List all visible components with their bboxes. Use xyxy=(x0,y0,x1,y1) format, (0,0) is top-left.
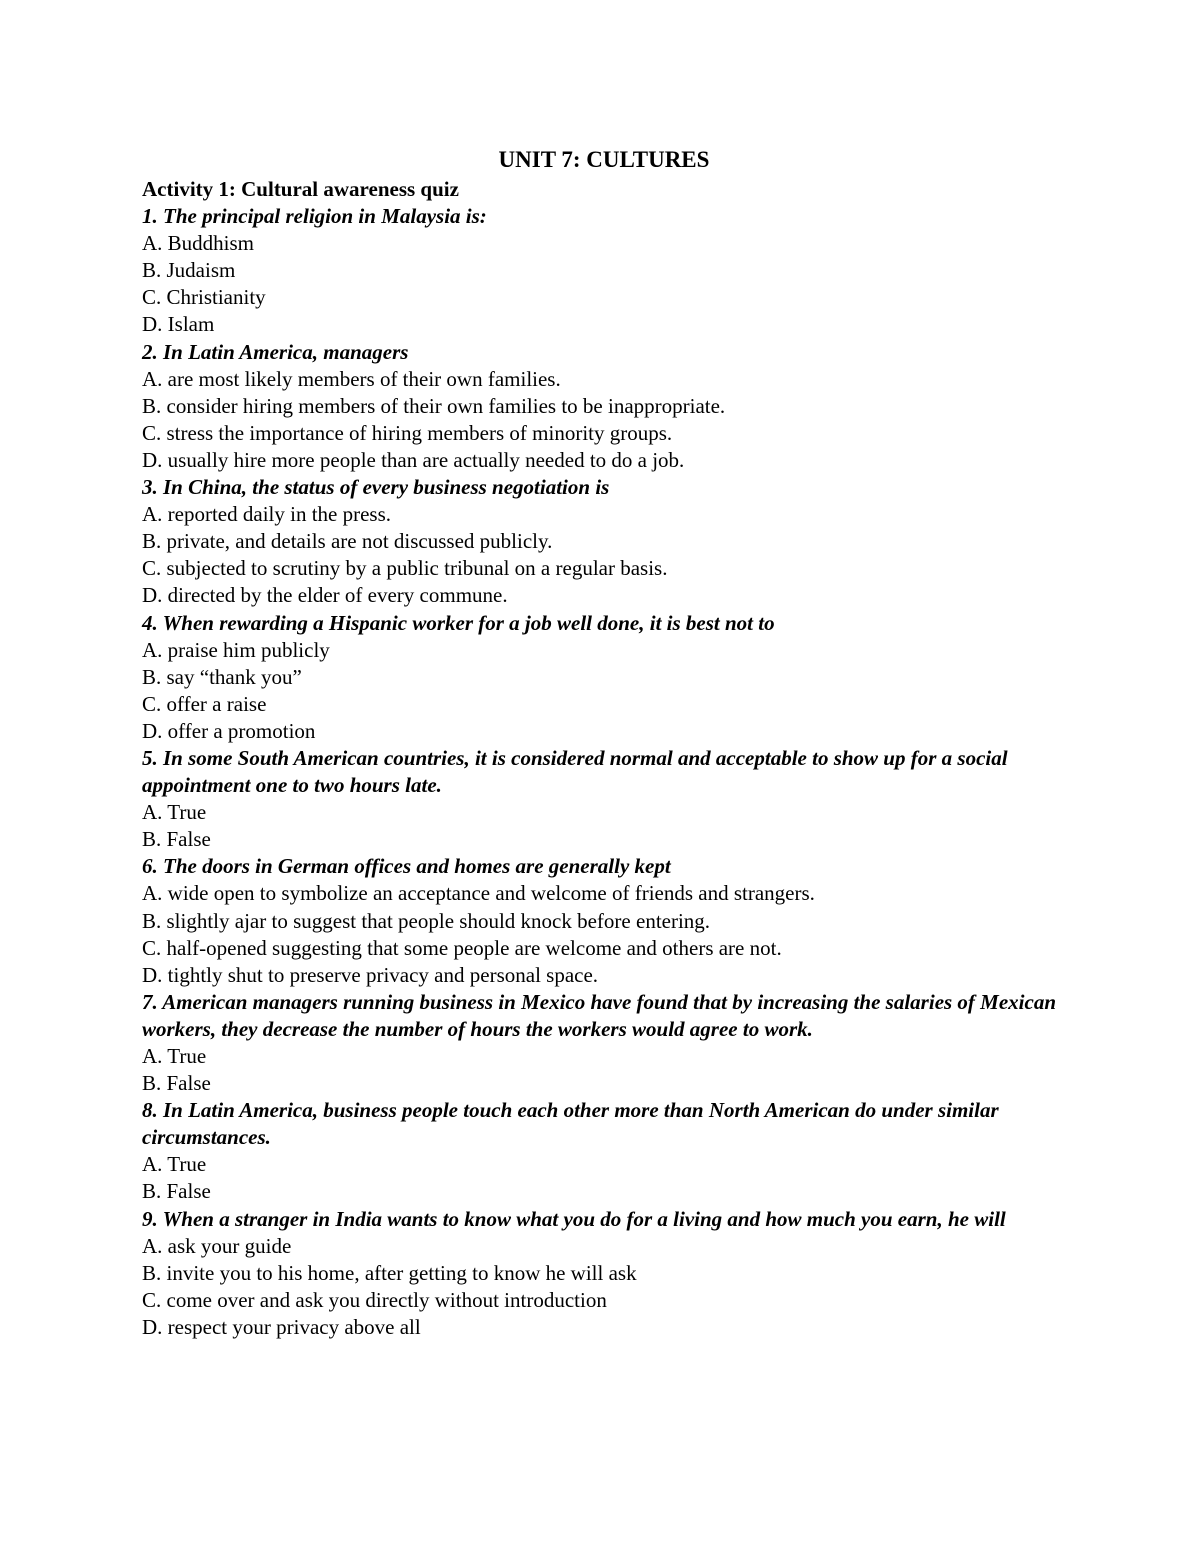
answer-option: B. False xyxy=(142,827,211,852)
quiz-question-2 xyxy=(142,339,1062,474)
document-content xyxy=(142,143,1062,1341)
question-text: 8. In Latin America, business people touch each other more than North American do under similar circumstances. xyxy=(142,1098,999,1150)
quiz-question-6 xyxy=(142,853,1062,988)
answer-option: A. wide open to symbolize an acceptance and welcome of friends and strangers. xyxy=(142,881,815,906)
answer-option: A. True xyxy=(142,1044,207,1068)
answer-option: B. consider hiring members of their own families to be inappropriate. xyxy=(142,393,726,418)
answer-option: D. respect your privacy above all xyxy=(142,1314,421,1339)
question-text: 4. When rewarding a Hispanic worker for a job well done, it is best not to xyxy=(142,610,775,635)
answer-option: A. ask your guide xyxy=(142,1233,292,1258)
answer-option: C. stress the importance of hiring members of minority groups. xyxy=(142,420,673,445)
question-text: 6. The doors in German offices and homes are generally kept xyxy=(142,854,671,879)
answer-option: C. offer a raise xyxy=(142,691,267,716)
answer-option: C. half-opened suggesting that some people are welcome and others are not. xyxy=(142,935,782,960)
quiz-question-7 xyxy=(142,989,1062,1097)
answer-option: C. come over and ask you directly without introduction xyxy=(142,1287,607,1312)
quiz-question-3 xyxy=(142,474,1062,609)
quiz-question-4 xyxy=(142,610,1062,745)
answer-option: A. are most likely members of their own families. xyxy=(142,366,561,391)
question-text: 5. In some South American countries, it is considered normal and acceptable to show up for a social appointment one to two hours late. xyxy=(142,745,1008,798)
question-text: 1. The principal religion in Malaysia is: xyxy=(142,204,487,229)
answer-option: B. invite you to his home, after getting to know he will ask xyxy=(142,1260,637,1285)
answer-option: A. True xyxy=(142,1152,207,1177)
answer-option: C. Christianity xyxy=(142,285,266,310)
answer-option: B. say “thank you” xyxy=(142,664,302,689)
page-title: UNIT 7: CULTURES xyxy=(498,147,710,172)
quiz-question-8 xyxy=(142,1097,1062,1205)
question-text: 3. In China, the status of every business negotiation is xyxy=(142,475,610,500)
answer-option: B. private, and details are not discussed publicly. xyxy=(142,529,553,554)
answer-option: B. False xyxy=(142,1071,211,1096)
answer-option: B. False xyxy=(142,1179,211,1204)
activity-heading: Activity 1: Cultural awareness quiz xyxy=(142,177,459,201)
answer-option: D. tightly shut to preserve privacy and personal space. xyxy=(142,962,599,987)
question-text: 9. When a stranger in India wants to know what you do for a living and how much you earn, he will xyxy=(142,1206,1006,1231)
answer-option: B. slightly ajar to suggest that people should knock before entering. xyxy=(142,908,711,933)
quiz-question-1 xyxy=(142,203,1062,338)
answer-option: D. offer a promotion xyxy=(142,718,316,743)
quiz-question-9 xyxy=(142,1206,1062,1341)
answer-option: A. Buddhism xyxy=(142,231,255,256)
question-text: 7. American managers running business in Mexico have found that by increasing the salaries of Mexican workers, they decrease the number of hours the workers would agree to work. xyxy=(142,989,1057,1041)
answer-option: A. praise him publicly xyxy=(142,637,330,662)
question-text: 2. In Latin America, managers xyxy=(142,339,409,364)
answer-option: D. usually hire more people than are actually needed to do a job. xyxy=(142,447,685,472)
answer-option: A. reported daily in the press. xyxy=(142,502,392,527)
answer-option: D. directed by the elder of every commune. xyxy=(142,583,508,608)
answer-option: A. True xyxy=(142,800,207,825)
answer-option: C. subjected to scrutiny by a public tribunal on a regular basis. xyxy=(142,556,668,581)
answer-option: D. Islam xyxy=(142,312,215,337)
quiz-question-5 xyxy=(142,745,1062,853)
answer-option: B. Judaism xyxy=(142,258,236,283)
